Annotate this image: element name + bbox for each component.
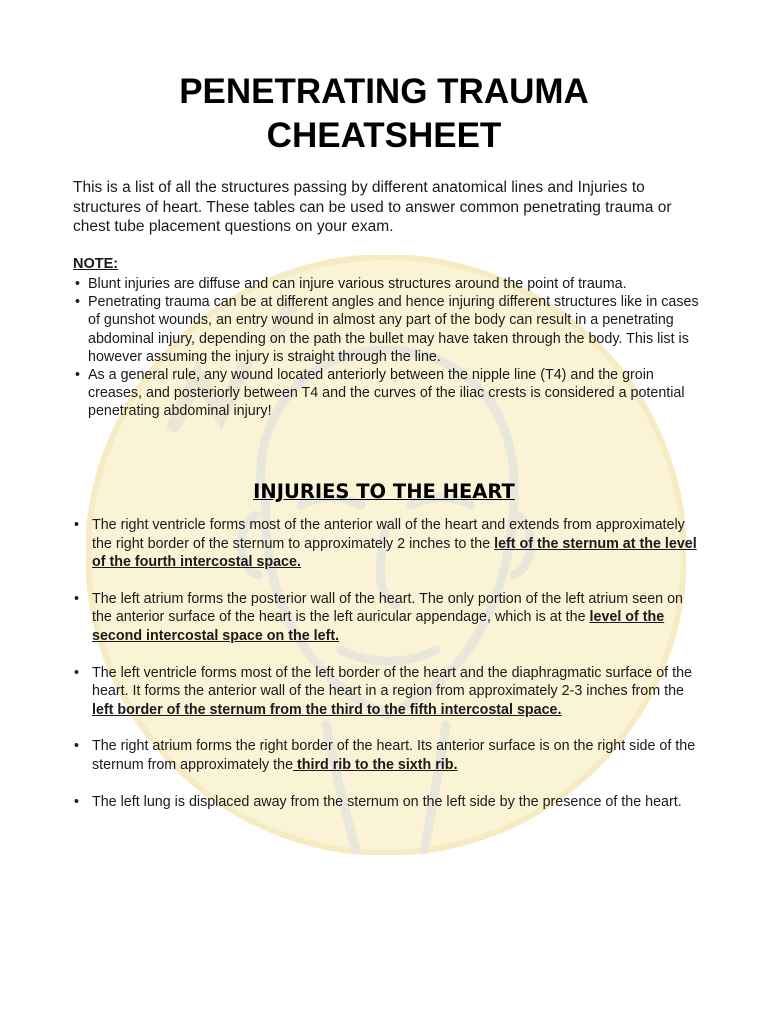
heart-item-emphasis: level of the second intercostal space on the left. xyxy=(92,609,665,644)
heart-item-emphasis: third rib to the sixth rib. xyxy=(293,756,458,773)
note-item: • Penetrating trauma can be at different angles and hence injuring different structures like in cases of gunshot wounds, an entry wound in almost any part of the body can result in a penetrating abdominal injury, depending on the path the bullet may have taken through the body. This list is however assuming the injury is straight through the line. xyxy=(73,293,699,366)
heart-item-text: The right atrium forms the right border of the heart. Its anterior surface is on the right side of the sternum from approximately the xyxy=(92,738,696,773)
note-list xyxy=(73,275,699,421)
page-title xyxy=(0,70,768,158)
title-line-1: PENETRATING TRAUMA xyxy=(179,72,589,111)
heart-item-text: The right ventricle forms most of the anterior wall of the heart and extends from approximately the right border of the sternum to approximately 2 inches to the xyxy=(92,517,685,552)
heart-item-text: The left ventricle forms most of the left border of the heart and the diaphragmatic surface of the heart. It forms the anterior wall of the heart in a region from approximately 2-3 inches from the xyxy=(92,664,692,700)
heart-item xyxy=(73,737,699,774)
title-line-2: CHEATSHEET xyxy=(266,116,502,155)
heart-item xyxy=(73,793,699,812)
note-item: • As a general rule, any wound located anteriorly between the nipple line (T4) and the groin creases, and posteriorly between T4 and the curves of the iliac crests is considered a potential penetrating abdominal injury! xyxy=(73,366,699,421)
intro-paragraph: This is a list of all the structures passing by different anatomical lines and Injuries to structures of heart. These tables can be used to answer common penetrating trauma or chest tube placement questions on your exam. xyxy=(73,179,672,235)
heart-item-emphasis: left border of the sternum from the third to the fifth intercostal space. xyxy=(92,701,562,718)
heart-item-text: The left atrium forms the posterior wall of the heart. The only portion of the left atrium seen on the anterior surface of the heart is the left auricular appendage, which is at the xyxy=(92,590,683,626)
heart-injury-list xyxy=(73,516,699,829)
heart-item-emphasis: left of the sternum at the level of the fourth intercostal space. xyxy=(92,535,697,571)
section-heading xyxy=(0,477,768,505)
note-item: • Blunt injuries are diffuse and can injure various structures around the point of trauma. xyxy=(73,275,699,293)
heart-item xyxy=(73,664,699,720)
heart-item-text: The left lung is displaced away from the sternum on the left side by the presence of the heart. xyxy=(92,793,682,810)
note-label: NOTE: xyxy=(73,256,119,272)
heart-item xyxy=(73,590,699,646)
section-heading-text: INJURIES TO THE HEART xyxy=(253,480,515,503)
heart-item xyxy=(73,516,699,572)
